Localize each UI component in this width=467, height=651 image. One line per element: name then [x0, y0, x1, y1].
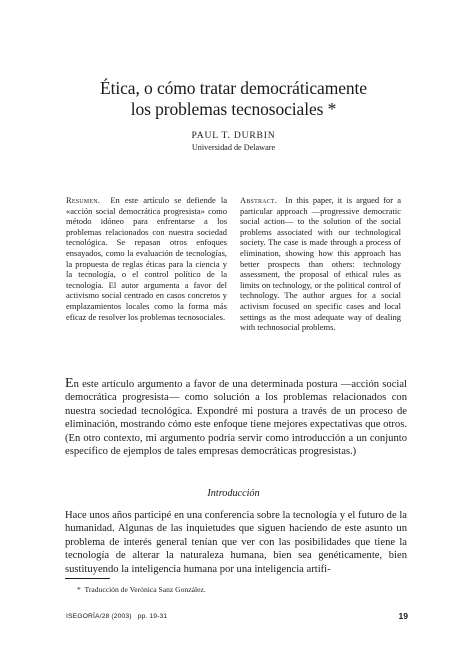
abstract-spanish-text: En este artículo se defiende la «acción social democrática progresista» como método idóneo para enfrentarse a los problemas relacionados con nuestra sociedad tecnológica. Se repasan otros enfoques ensayados, como la evaluación de tecnologías, la propuesta de reglas éticas para la ciencia y la tecnología, o el control político de la tecnología. El autor argumenta a favor del activismo social centrado en casos concretos y emplazamientos locales como la forma más eficaz de resolver los problemas tecnosociales. — [66, 195, 228, 322]
title-line-2: los problemas tecnosociales * — [130, 99, 337, 119]
intro-paragraph — [65, 378, 407, 458]
footnote-text: Traducción de Verónica Sanz González. — [84, 585, 206, 594]
abstract-spanish — [66, 195, 227, 322]
drop-cap: E — [65, 376, 74, 391]
abstract-spanish-heading: Resumen. — [66, 195, 101, 205]
abstract-english — [240, 195, 401, 333]
intro-text: n este artículo argumento a favor de una determinada postura —acción social democrática progresista— como solución a los problemas relacionados con nuestra sociedad tecnológica. Expondré mi postura a través de un proceso de eliminación, mostrando cómo este enfoque tiene mejores expectativas que otros. (En otro contexto, mi argumento podría servir como introducción a un conjunto específico de ejemplos de tales empresas democráticas progresistas.) — [65, 379, 407, 458]
page-number: 19 — [398, 611, 408, 621]
footnote-marker: * — [77, 585, 81, 594]
title-line-1: Ética, o cómo tratar democráticamente — [100, 78, 367, 98]
journal-issue: ISEGORÍA/28 (2003) — [66, 613, 132, 620]
section-heading: Introducción — [207, 488, 260, 499]
abstract-english-text: In this paper, it is argued for a particular approach —progressive democratic social action— to the solution of the social problems associated with our technological society. The case is made through a process of elimination, showing how this approach has better prospects than others: technology assessment, the proposal of ethical rules as limits on technology, or the political control of technology. The author argues for a social activism focused on specific cases and local settings as the most adequate way of dealing with technosocial problems. — [240, 195, 401, 333]
author-affiliation: Universidad de Delaware — [191, 143, 276, 152]
page-range: pp. 19-31 — [137, 613, 168, 620]
article-title — [0, 78, 467, 120]
journal-citation — [66, 613, 167, 620]
section-paragraph: Hace unos años participé en una conferencia sobre la tecnología y el futuro de la humanidad. Algunas de las inquietudes que siguen haciendo de este asunto un problema de interés general tenían que ver con las posibilidades que tiene la tecnología de alterar la naturaleza humana, bien sea genéticamente, bien sustituyendo la inteligencia humana por una inteligencia artifi- — [65, 510, 407, 575]
author-name: PAUL T. DURBIN — [191, 130, 276, 141]
footnote — [77, 585, 397, 594]
footnote-divider — [65, 578, 110, 579]
abstract-english-heading: Abstract. — [240, 195, 278, 205]
